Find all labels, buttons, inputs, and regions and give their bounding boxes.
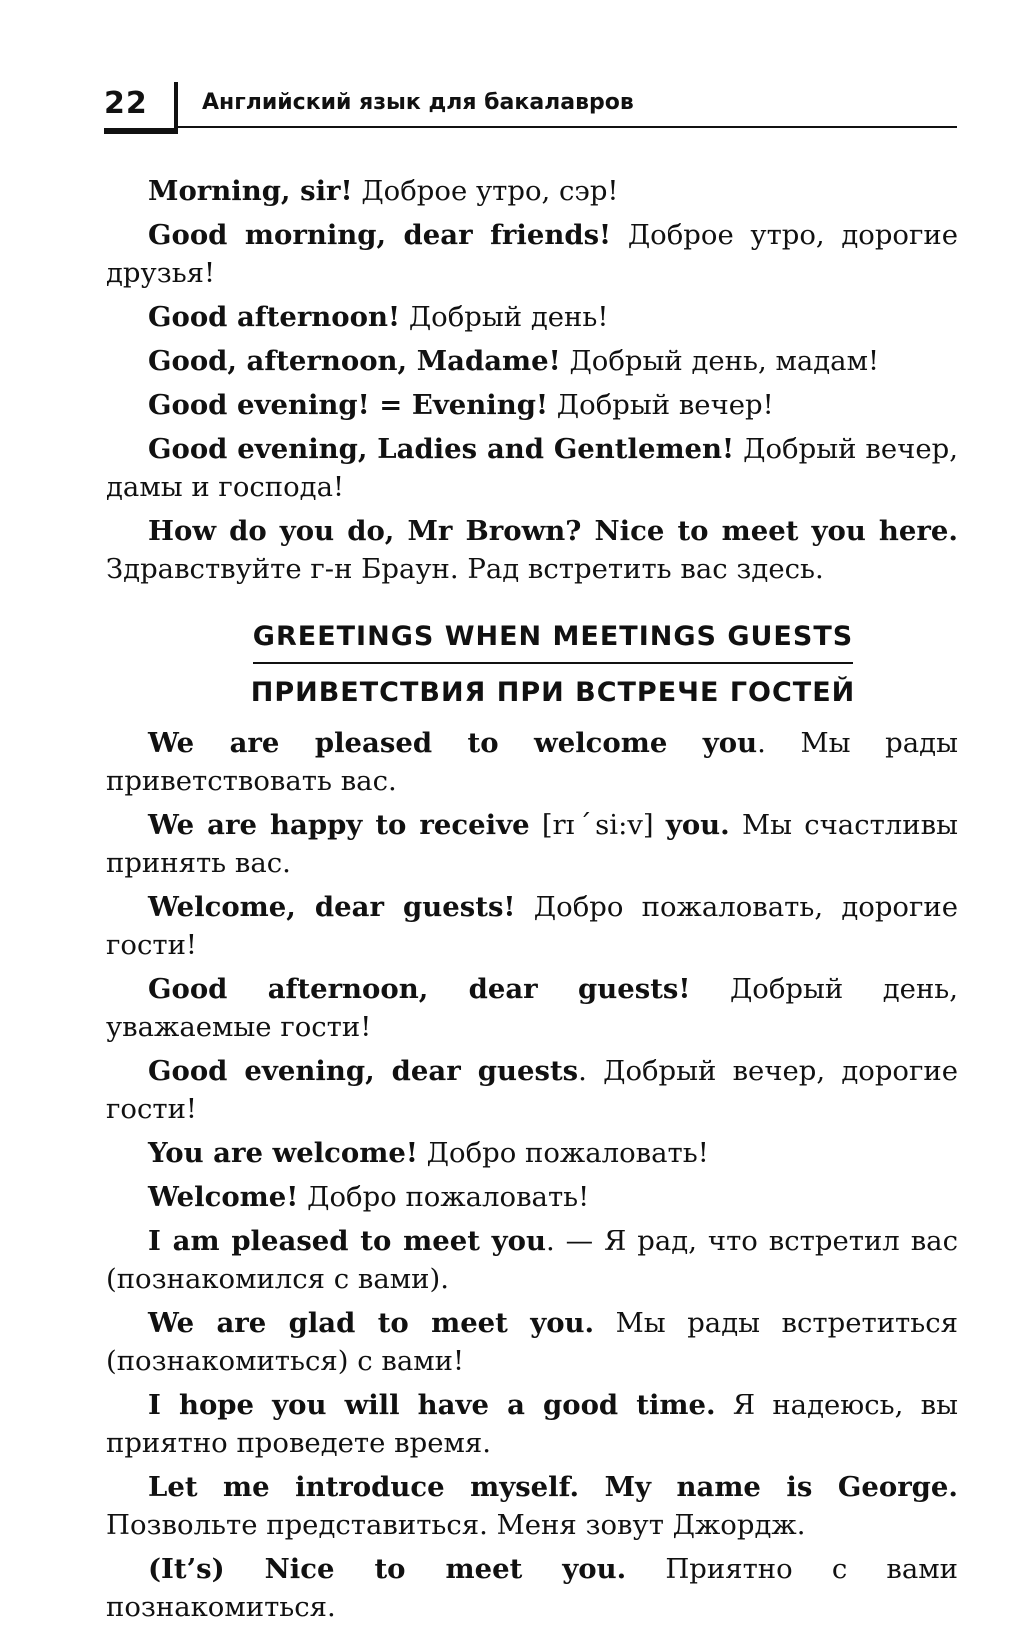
phrase-english: Welcome! (148, 1181, 299, 1213)
phrase-english: (It’s) Nice to meet you. (148, 1553, 627, 1585)
phrase-english: Good evening! = Evening! (148, 389, 549, 421)
phrase-russian: Добрый вечер, дамы и господа! (106, 433, 958, 503)
page-content (106, 172, 958, 1632)
phrase-english: We are pleased to welcome you (148, 727, 758, 759)
phrase-english: Good evening, dear guests (148, 1055, 579, 1087)
book-title: Английский язык для бакалавров (202, 90, 634, 115)
phrase-entry (106, 806, 958, 882)
phrase-russian: Приятно с вами познакомиться. (106, 1553, 959, 1623)
phrase-entry (106, 1304, 958, 1380)
phrase-russian: Доброе утро, сэр! (361, 175, 619, 207)
phrase-russian: Доброе утро, дорогие друзья! (106, 219, 959, 289)
phrase-english: Welcome, dear guests! (148, 891, 516, 923)
phrase-russian: Добрый вечер! (556, 389, 774, 421)
phrase-entry (106, 172, 958, 210)
section-heading-english: GREETINGS WHEN MEETINGS GUESTS (106, 618, 958, 664)
phrase-english: Good afternoon, dear guests! (148, 973, 691, 1005)
phrase-entry (106, 888, 958, 964)
phrase-entry (106, 1134, 958, 1172)
phrase-russian: Добрый день, уважаемые гости! (106, 973, 958, 1043)
phrase-russian: Добро пожаловать! (426, 1137, 709, 1169)
phrase-english: We are glad to meet you. (148, 1307, 595, 1339)
phrase-english: Good, afternoon, Madame! (148, 345, 561, 377)
phrase-entry (106, 512, 958, 588)
phrase-english: Good evening, Ladies and Gentlemen! (148, 433, 735, 465)
phrase-english: I am pleased to meet you (148, 1225, 546, 1257)
phrase-english: Let me introduce myself. My name is George. (148, 1471, 958, 1503)
phrase-entry (106, 430, 958, 506)
phrase-entry (106, 342, 958, 380)
phrase-russian: Позвольте представиться. Меня зовут Джордж. (106, 1509, 806, 1541)
phrase-english: How do you do, Mr Brown? Nice to meet you here. (148, 515, 958, 547)
phrase-russian: Я надеюсь, вы приятно проведете время. (106, 1389, 958, 1459)
phrase-english: Morning, sir! (148, 175, 353, 207)
phrase-russian: Здравствуйте г-н Браун. Рад встретить вас здесь. (106, 553, 824, 585)
header-rule (174, 126, 957, 128)
phrase-entry (106, 1386, 958, 1462)
phrase-transcription: [rɪˊsi:v] (541, 809, 654, 841)
phrase-entry (106, 1178, 958, 1216)
phrase-entry (106, 1468, 958, 1544)
phrase-english: I hope you will have a good time. (148, 1389, 716, 1421)
phrase-entry (106, 970, 958, 1046)
phrase-russian: Добро пожаловать, дорогие гости! (106, 891, 958, 961)
phrase-english: Good afternoon! (148, 301, 401, 333)
phrase-entry (106, 1222, 958, 1298)
phrase-russian: Мы счастливы принять вас. (106, 809, 958, 879)
header-bar (104, 128, 174, 134)
phrase-russian: Добрый день, мадам! (569, 345, 880, 377)
phrase-english: Good morning, dear friends! (148, 219, 612, 251)
phrase-russian: . — Я рад, что встретил вас (познакомился с вами). (106, 1225, 958, 1295)
phrase-entry (106, 298, 958, 336)
phrase-russian: Мы рады встретиться (познакомиться) с вами! (106, 1307, 958, 1377)
phrase-entry (106, 724, 958, 800)
phrase-entry (106, 386, 958, 424)
section-heading-russian: ПРИВЕТСТВИЯ ПРИ ВСТРЕЧЕ ГОСТЕЙ (250, 677, 856, 708)
phrase-english: you. (665, 809, 730, 841)
phrase-english: We are happy to receive (148, 809, 530, 841)
running-header (104, 82, 957, 130)
phrase-russian: . Мы рады приветствовать вас. (106, 727, 958, 797)
page-number: 22 (104, 86, 148, 121)
phrase-russian: . Добрый вечер, дорогие гости! (106, 1055, 958, 1125)
phrase-entry (106, 1052, 958, 1128)
phrase-russian: Добро пожаловать! (307, 1181, 590, 1213)
phrase-english: You are welcome! (148, 1137, 418, 1169)
phrase-russian: Добрый день! (408, 301, 609, 333)
phrase-entry (106, 1550, 958, 1626)
phrase-entry (106, 216, 958, 292)
